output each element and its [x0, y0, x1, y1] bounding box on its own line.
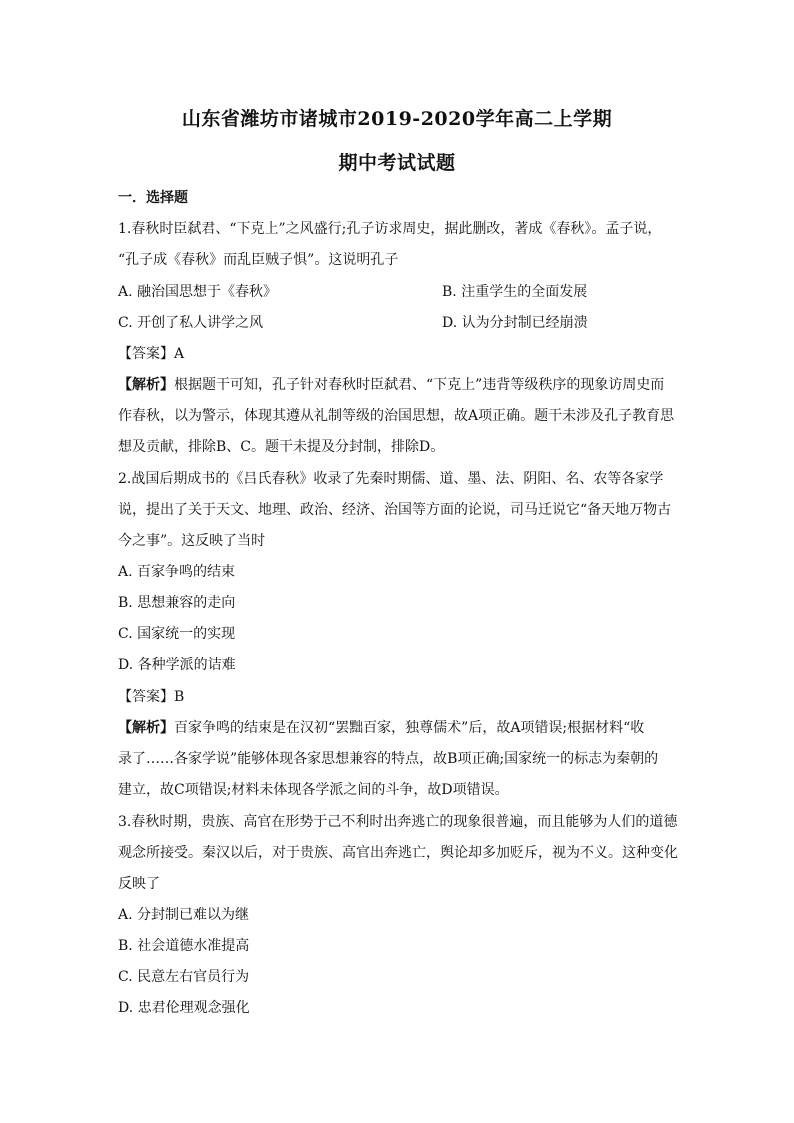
question-1-analysis-line1: [118, 376, 664, 394]
question-1-option-b: B. 注重学生的全面发展: [442, 284, 588, 300]
question-2-stem-line2: 说，提出了关于天文、地理、政治、经济、治国等方面的论说，司马迁说它“备天地万物古: [118, 502, 672, 518]
question-1-option-d: D. 认为分封制已经崩溃: [442, 315, 588, 331]
question-2-option-b: B. 思想兼容的走向: [118, 595, 236, 611]
question-2-stem-line3: 今之事”。这反映了当时: [118, 533, 266, 549]
question-2-analysis-line1: [118, 719, 644, 737]
question-1-option-c: C. 开创了私人讲学之风: [118, 315, 264, 331]
question-3-option-d: D. 忠君伦理观念强化: [118, 1000, 250, 1016]
question-2-answer: 【答案】B: [118, 689, 185, 705]
question-2-option-d: D. 各种学派的诘难: [118, 657, 236, 673]
question-2-analysis-line3: 建立，故C项错误;材料未体现各学派之间的斗争，故D项错误。: [118, 782, 509, 798]
question-3-stem-line2: 观念所接受。秦汉以后，对于贵族、高官出奔逃亡，舆论却多加贬斥，视为不义。这种变化: [118, 845, 678, 861]
question-1-stem-line1: 1.春秋时臣弑君、“下克上”之风盛行;孔子访求周史，据此删改，著成《春秋》。孟子说，: [118, 221, 662, 237]
question-1-analysis-label: 【解析】: [118, 377, 174, 393]
question-2-analysis-label: 【解析】: [118, 720, 174, 736]
question-2-analysis-line2: 录了……各家学说”能够体现各家思想兼容的特点，故B项正确;国家统一的标志为秦朝的: [118, 751, 659, 767]
question-2-stem-line1: 2.战国后期成书的《吕氏春秋》收录了先秦时期儒、道、墨、法、阴阳、名、农等各家学: [118, 471, 664, 487]
question-2-analysis-text1: 百家争鸣的结束是在汉初“罢黜百家，独尊儒术”后，故A项错误;根据材料“收: [174, 720, 645, 736]
question-3-option-c: C. 民意左右官员行为: [118, 969, 250, 985]
question-1-analysis-line2: 作春秋，以为警示，体现其遵从礼制等级的治国思想，故A项正确。题干未涉及孔子教育思: [118, 408, 675, 424]
question-3-option-a: A. 分封制已难以为继: [118, 907, 250, 923]
question-1-option-a: A. 融治国思想于《春秋》: [118, 284, 278, 300]
document-title-line2: 期中考试试题: [338, 152, 456, 174]
question-3-stem-line3: 反映了: [118, 876, 160, 892]
question-1-analysis-text1: 根据题干可知，孔子针对春秋时臣弑君、“下克上”违背等级秩序的现象访周史而: [174, 377, 665, 393]
question-3-stem-line1: 3.春秋时期，贵族、高官在形势于己不利时出奔逃亡的现象很普遍，而且能够为人们的道德: [118, 814, 678, 830]
question-2-option-c: C. 国家统一的实现: [118, 626, 236, 642]
document-title-line1: 山东省潍坊市诸城市2019-2020学年高二上学期: [181, 108, 613, 130]
question-2-option-a: A. 百家争鸣的结束: [118, 564, 236, 580]
section-heading: 一．选择题: [118, 190, 188, 206]
question-3-option-b: B. 社会道德水准提高: [118, 938, 250, 954]
question-1-analysis-line3: 想及贡献，排除B、C。题干未提及分封制，排除D。: [118, 439, 445, 455]
question-1-stem-line2: “孔子成《春秋》而乱臣贼子惧”。这说明孔子: [118, 252, 399, 268]
question-1-answer: 【答案】A: [118, 346, 185, 362]
